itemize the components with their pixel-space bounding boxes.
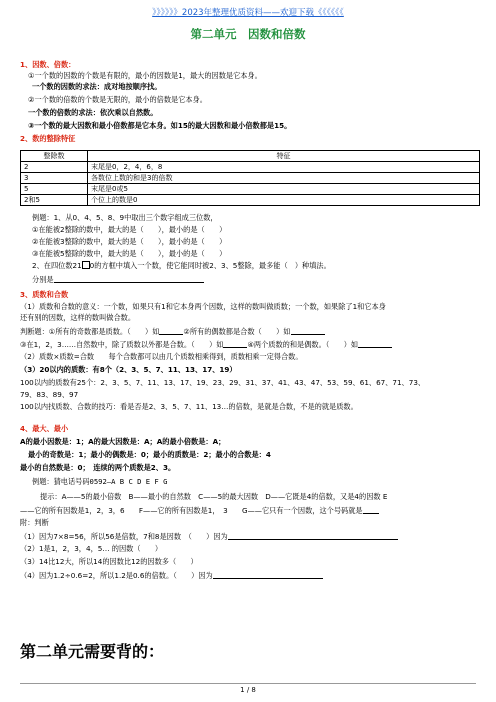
s2-example4: ③在能被5整除的数中，最大的是（ ），最小的是（ ） — [32, 249, 227, 258]
answer-blank — [358, 339, 392, 348]
s3-judge2: ②所有的偶数都是合数（ ）如 — [183, 327, 291, 336]
answer-blank — [213, 570, 323, 579]
table-cell: 2 — [21, 162, 88, 173]
table-cell: 个位上的数是0 — [88, 195, 480, 206]
blank-box — [82, 261, 90, 269]
section2-heading: 2、数的整除特征 — [20, 134, 76, 143]
s4-judge4-text: （4）因为1.2÷0.6=2，所以1.2是0.6的倍数。（ ）因为 — [20, 571, 213, 580]
s3-line8: 79、83、89、97 — [20, 390, 79, 399]
s3-line4 — [20, 339, 486, 350]
page-number: 1 / 8 — [240, 686, 256, 694]
table-header-cell: 整除数 — [21, 151, 88, 162]
s3-judge4: ④两个质数的和是偶数。（ ）如 — [247, 340, 359, 349]
s3-line5: （2）质数×质数=合数 每个合数都可以由几个质数相乘得到，质数相乘一定得合数。 — [20, 352, 303, 361]
s1-line2: 一个数的因数的求法：成对地按顺序找。 — [32, 82, 162, 91]
s4-hint-line2-text: ——它的所有因数是1，2，3，6 F——它的所有因数是1， 3 G——它只有一个因数，这个号码就是 — [20, 506, 363, 515]
s1-line5: ③一个数的最大因数和最小倍数都是它本身。如15的最大因数和最小倍数都是15。 — [28, 121, 292, 130]
s2-example6 — [32, 274, 496, 285]
section1-heading: 1、因数、倍数： — [20, 60, 76, 69]
s2-example1: 例题：1、从0、4、5、8、9中取出三个数字组成三位数， — [32, 213, 218, 222]
table-row — [21, 173, 480, 184]
s4-judge2: （2）1是1，2，3，4，5… 的因数（ ） — [20, 544, 163, 553]
table-header-row — [21, 151, 480, 162]
s2-example5-part2: 0的方框中填入一个数，使它能同时被2、3、5整除，最多能（ ）种填法。 — [89, 261, 331, 270]
s3-line6: （3）20以内的质数：有8个（2、3、5、7、11、13、17、19） — [20, 365, 237, 374]
s4-judge4 — [20, 570, 486, 581]
s3-line7: 100以内的质数有25个：2、3、5、7、11、13、17、19、23、29、31、37、41、43、47、53、59、61、67、71、73、 — [20, 378, 426, 387]
s2-example2: ①在能被2整除的数中，最大的是（ ），最小的是（ ） — [32, 225, 227, 234]
s4-line1: A的最小因数是：1；A的最大因数是：A；A的最小倍数是：A； — [20, 437, 226, 446]
table-row — [21, 184, 480, 195]
s3-line2: 还有别的因数，这样的数叫做合数。 — [20, 313, 136, 322]
unit-title: 第二单元 因数和倍数 — [190, 27, 306, 41]
s4-judge1 — [20, 531, 486, 542]
divisibility-table — [20, 150, 480, 206]
section4-heading: 4、最大、最小 — [20, 424, 69, 433]
table-row — [21, 195, 480, 206]
s3-judge1: 判断题：①所有的奇数都是质数。（ ）如 — [20, 327, 160, 336]
table-cell: 5 — [21, 184, 88, 195]
s4-judge-heading: 附：判断 — [20, 518, 49, 527]
s1-line4: 一个数的倍数的求法：依次乘以自然数。 — [28, 108, 158, 117]
s3-line3 — [20, 326, 486, 337]
table-cell: 各数位上数的和是3的倍数 — [88, 173, 480, 184]
s3-line1: （1）质数和合数的意义：一个数，如果只有1和它本身两个因数，这样的数叫做质数；一个数，如果除了1和它本身 — [20, 302, 386, 311]
s3-judge3: ③在1，2，3……自然数中，除了质数以外都是合数。（ ）如 — [20, 340, 224, 349]
s4-hint-line2 — [20, 505, 486, 516]
answer-blank — [159, 326, 183, 335]
table-cell: 3 — [21, 173, 88, 184]
memorize-heading: 第二单元需要背的： — [20, 642, 165, 661]
table-row — [21, 162, 480, 173]
s2-example3: ②在能被3整除的数中，最大的是（ ），最小的是（ ） — [32, 237, 227, 246]
table-cell: 2和5 — [21, 195, 88, 206]
answer-blank — [54, 274, 204, 283]
s4-judge3: （3）14比12大，所以14的因数比12的因数多（ ） — [20, 557, 198, 566]
s3-line9: 100以内找质数、合数的技巧：看是否是2、3、5、7、11、13…的倍数，是就是合数，不是的就是质数。 — [20, 402, 358, 411]
s2-example5-part1: 2、在四位数21 — [32, 261, 82, 270]
s4-example: 例题：猜电话号码0592—A B C D E F G — [32, 477, 168, 486]
s1-line1: ①一个数的因数的个数是有限的，最小的因数是1，最大的因数是它本身。 — [28, 71, 262, 80]
section3-heading: 3、质数和合数 — [20, 290, 69, 299]
answer-blank — [228, 531, 398, 540]
s1-line3: ②一个数的倍数的个数是无限的，最小的倍数是它本身。 — [28, 95, 207, 104]
table-cell: 末尾是0或5 — [88, 184, 480, 195]
s2-example5 — [32, 261, 496, 271]
s4-line2: 最小的奇数是：1；最小的偶数是：0；最小的质数是：2；最小的合数是：4 — [28, 450, 271, 459]
table-header-cell: 特征 — [88, 151, 480, 162]
s2-example6-text: 分别是 — [32, 275, 54, 284]
download-banner-link[interactable]: 》》》》》》2023年整理优质资料——欢迎下载《《《《《《 — [152, 8, 344, 18]
answer-blank — [363, 505, 379, 514]
answer-blank — [223, 339, 247, 348]
answer-blank — [291, 326, 325, 335]
s4-hint-line1: 提示：A——5的最小倍数 B——最小的自然数 C——5的最大因数 D——它既是4的倍数，又是4的因数 E — [40, 492, 388, 501]
footer-divider — [20, 683, 476, 684]
table-cell: 末尾是0，2，4，6，8 — [88, 162, 480, 173]
s4-judge1-text: （1）因为7×8=56，所以56是倍数，7和8是因数 （ ）因为 — [20, 532, 228, 541]
s4-line3: 最小的自然数是：0； 连续的两个质数是2、3。 — [20, 463, 176, 472]
